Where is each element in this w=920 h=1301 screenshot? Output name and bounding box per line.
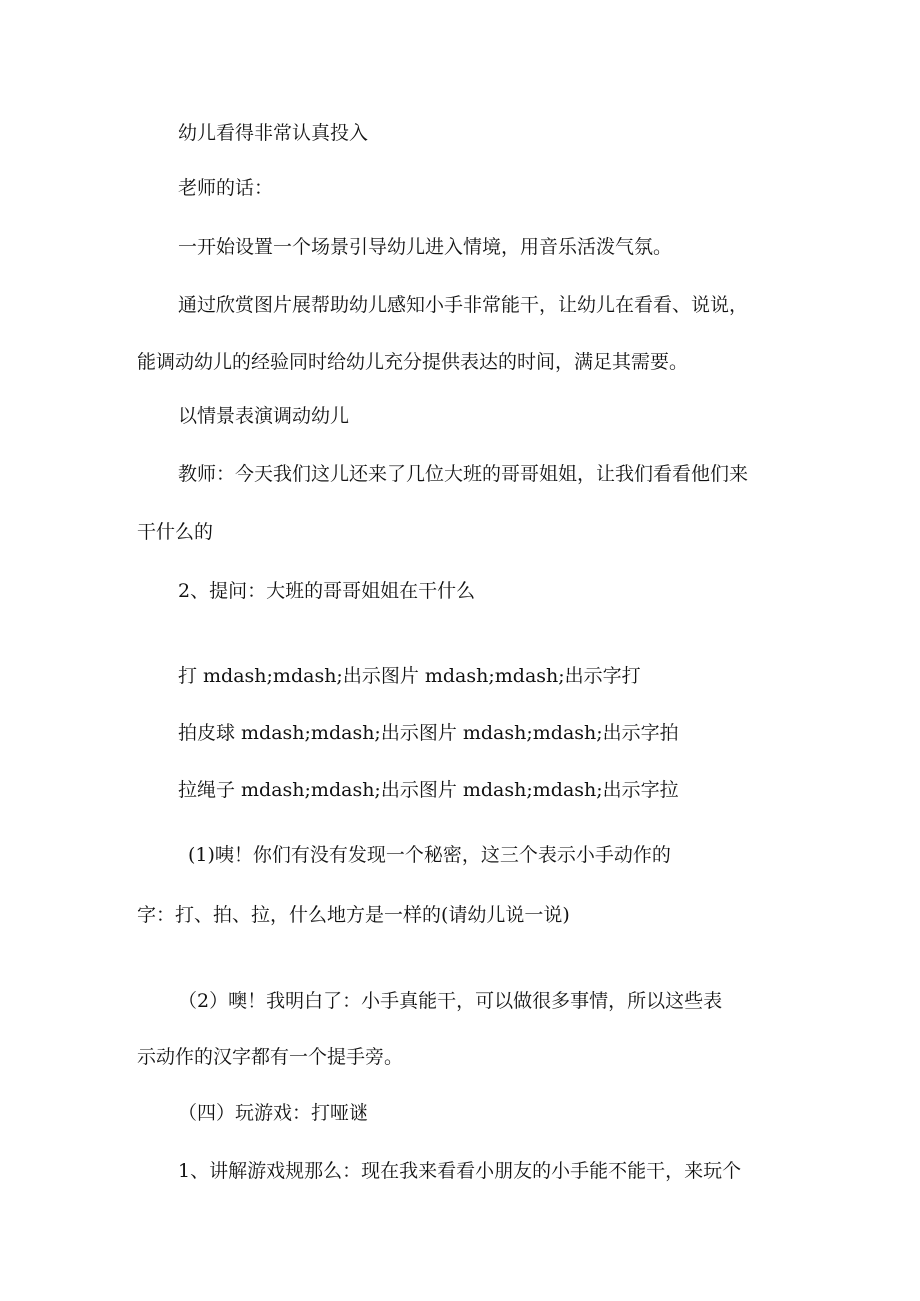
text-line: 拉绳子 mdash;mdash;出示图片 mdash;mdash;出示字拉: [178, 779, 679, 801]
text-line: 干什么的: [137, 521, 214, 543]
text-line: 教师：今天我们这儿还来了几位大班的哥哥姐姐，让我们看看他们来: [178, 463, 749, 485]
text-line: 字：打、拍、拉，什么地方是一样的(请幼儿说一说): [137, 904, 570, 926]
text-line: 以情景表演调动幼儿: [178, 405, 350, 427]
text-line: 示动作的汉字都有一个提手旁。: [137, 1046, 404, 1068]
text-line: 一开始设置一个场景引导幼儿进入情境，用音乐活泼气氛。: [178, 236, 673, 258]
text-line: 幼儿看得非常认真投入: [178, 122, 369, 144]
text-line: 打 mdash;mdash;出示图片 mdash;mdash;出示字打: [178, 665, 641, 687]
text-line: 通过欣赏图片展帮助幼儿感知小手非常能干，让幼儿在看看、说说，: [178, 294, 749, 316]
text-line: （2）噢！我明白了：小手真能干，可以做很多事情，所以这些表: [178, 990, 723, 1012]
text-line: 2、提问：大班的哥哥姐姐在干什么: [178, 580, 476, 602]
text-line: 拍皮球 mdash;mdash;出示图片 mdash;mdash;出示字拍: [178, 722, 679, 744]
text-line: （四）玩游戏：打哑谜: [178, 1102, 369, 1124]
text-line: 老师的话：: [178, 177, 274, 199]
text-line: (1)咦！你们有没有发现一个秘密，这三个表示小手动作的: [188, 844, 671, 866]
text-line: 1、讲解游戏规那么：现在我来看看小朋友的小手能不能干，来玩个: [178, 1160, 742, 1182]
text-line: 能调动幼儿的经验同时给幼儿充分提供表达的时间，满足其需要。: [137, 351, 689, 373]
